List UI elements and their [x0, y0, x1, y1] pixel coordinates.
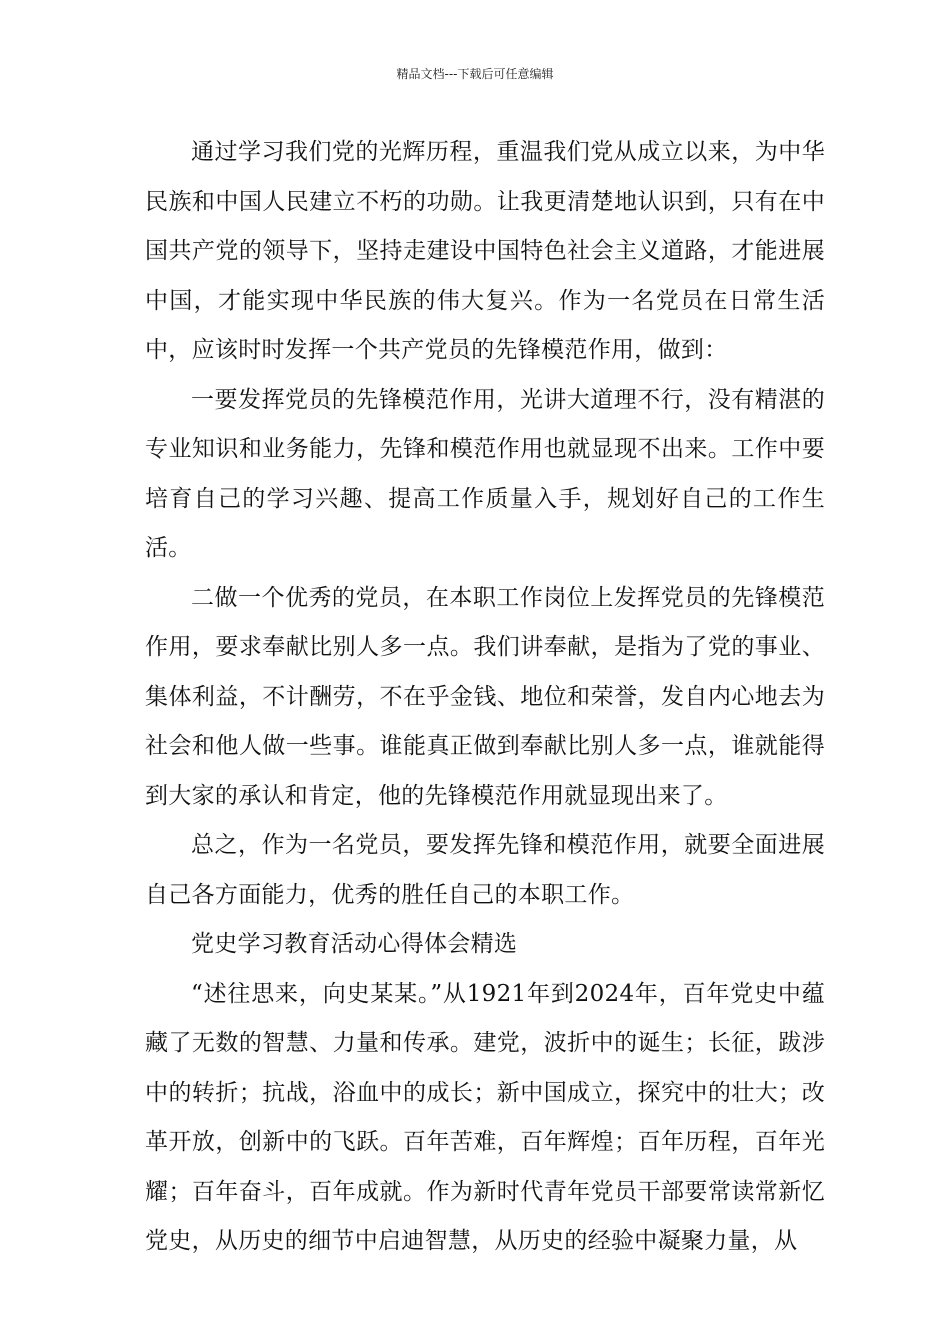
- paragraph-2: 一要发挥党员的先锋模范作用，光讲大道理不行，没有精湛的专业知识和业务能力，先锋和模范作用也就显现不出来。工作中要培育自己的学习兴趣、提高工作质量入手，规划好自己的工作生活。: [145, 386, 825, 561]
- page-header: 精品文档---下载后可任意编辑: [396, 67, 554, 81]
- paragraph-1: 通过学习我们党的光辉历程，重温我们党从成立以来，为中华民族和中国人民建立不朽的功勋。让我更清楚地认识到，只有在中国共产党的领导下，坚持走建设中国特色社会主义道路，才能进展中国，才能实现中华民族的伟大复兴。作为一名党员在日常生活中，应该时时发挥一个共产党员的先锋模范作用，做到：: [145, 139, 825, 363]
- paragraph-5: “述往思来，向史某某。”从1921年到2024年，百年党史中蕴藏了无数的智慧、力量和传承。建党，波折中的诞生；长征，跋涉中的转折；抗战，浴血中的成长；新中国成立，探究中的壮大；改革开放，创新中的飞跃。百年苦难，百年辉煌；百年历程，百年光耀；百年奋斗，百年成就。作为新时代青年党员干部要常读常新忆党史，从历史的细节中启迪智慧，从历史的经验中凝聚力量，从: [145, 980, 825, 1254]
- paragraph-3: 二做一个优秀的党员，在本职工作岗位上发挥党员的先锋模范作用，要求奉献比别人多一点。我们讲奉献，是指为了党的事业、集体利益，不计酬劳，不在乎金钱、地位和荣誉，发自内心地去为社会和他人做一些事。谁能真正做到奉献比别人多一点，谁就能得到大家的承认和肯定，他的先锋模范作用就显现出来了。: [145, 584, 825, 809]
- paragraph-4: 总之，作为一名党员，要发挥先锋和模范作用，就要全面进展自己各方面能力，优秀的胜任自己的本职工作。: [145, 832, 825, 908]
- section-title: 党史学习教育活动心得体会精选: [191, 931, 518, 957]
- document-body: [145, 128, 825, 1267]
